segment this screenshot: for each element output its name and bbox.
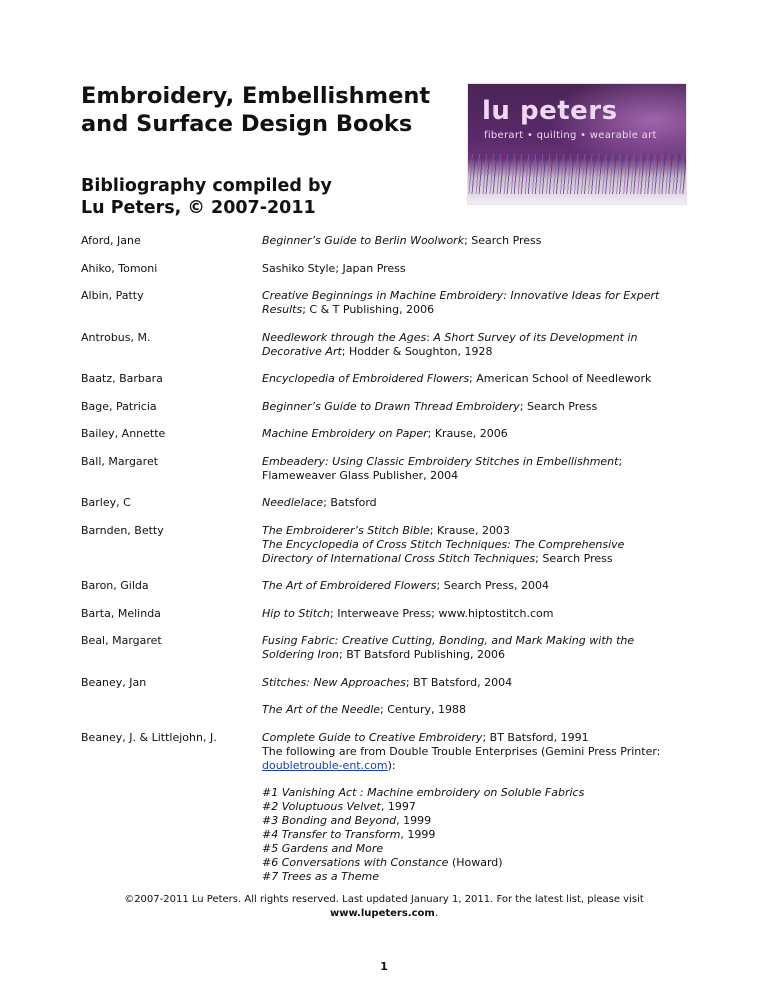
bibliography-entry xyxy=(81,607,701,621)
entry-books xyxy=(262,607,692,621)
entry-line xyxy=(262,856,692,870)
entry-line xyxy=(262,345,692,359)
entry-line xyxy=(262,731,692,745)
entry-books xyxy=(262,524,692,566)
subtitle-line: Bibliography compiled by xyxy=(81,176,332,196)
publication-info: ; Search Press xyxy=(519,399,598,413)
bibliography-entry xyxy=(81,524,701,566)
publication-info: , 1997 xyxy=(380,800,416,813)
logo-name: lu peters xyxy=(482,96,618,126)
book-title: The Art of the Needle xyxy=(262,703,381,716)
entry-books xyxy=(262,262,692,276)
lu-peters-logo-image xyxy=(467,83,687,205)
bibliography-entry xyxy=(81,289,701,317)
publication-info: Sashiko Style; Japan Press xyxy=(262,261,406,275)
book-title: Decorative Art xyxy=(262,344,342,358)
entry-author: Baatz, Barbara xyxy=(81,372,163,385)
entry-line xyxy=(262,303,692,317)
entry-line xyxy=(262,607,692,621)
entry-line xyxy=(262,842,692,856)
book-title: Stitches: New Approaches xyxy=(262,675,406,689)
entry-line xyxy=(262,703,692,717)
book-title: The Encyclopedia of Cross Stitch Techniques: The Comprehensive xyxy=(262,537,625,551)
entry-books xyxy=(262,234,692,248)
entry-books xyxy=(262,731,692,885)
book-title: Needlelace xyxy=(262,496,324,509)
entry-books xyxy=(262,372,692,386)
bibliography-entry xyxy=(81,676,701,718)
publication-info: : xyxy=(426,330,434,344)
book-title: Beginner’s Guide to Drawn Thread Embroidery xyxy=(262,399,520,413)
entry-books xyxy=(262,634,692,662)
publication-info: ; Krause, 2006 xyxy=(427,427,508,440)
publication-info: ): xyxy=(387,758,396,772)
book-title: Soldering Iron xyxy=(262,648,340,661)
entry-author: Barley, C xyxy=(81,496,131,509)
entry-spacer xyxy=(262,773,692,787)
entry-line xyxy=(262,524,692,538)
bibliography-entry xyxy=(81,400,701,414)
publication-info: ; Search Press xyxy=(535,551,613,565)
entry-line xyxy=(262,676,692,690)
publication-info: ; C & T Publishing, 2006 xyxy=(302,303,435,316)
bibliography-entry xyxy=(81,496,701,510)
entry-line xyxy=(262,234,692,248)
publication-info: ; BT Batsford, 2004 xyxy=(405,675,513,689)
title-line: Embroidery, Embellishment xyxy=(81,83,431,109)
footer-website-link[interactable]: www.lupeters.com xyxy=(329,908,435,919)
book-title: The Art of Embroidered Flowers xyxy=(262,579,437,592)
book-title: Beginner’s Guide to Berlin Woolwork xyxy=(262,234,465,247)
footer-link-line xyxy=(81,907,687,921)
entry-spacer xyxy=(262,690,692,704)
entry-line xyxy=(262,427,692,441)
publication-info: ; BT Batsford Publishing, 2006 xyxy=(339,648,505,661)
entry-line xyxy=(262,745,692,759)
book-title: #7 Trees as a Theme xyxy=(262,870,380,883)
entry-author: Antrobus, M. xyxy=(81,330,151,344)
publication-info: , 1999 xyxy=(396,814,432,827)
entry-line xyxy=(262,648,692,662)
entry-line xyxy=(262,469,692,483)
book-title: #3 Bonding and Beyond xyxy=(262,814,397,827)
publication-info: The following are from Double Trouble Enterprises (Gemini Press Printer: xyxy=(262,744,661,758)
book-title: #4 Transfer to Transform xyxy=(262,828,401,841)
book-title: #6 Conversations with Constance xyxy=(262,856,449,869)
book-title: Results xyxy=(262,303,303,316)
entry-author: Barta, Melinda xyxy=(81,606,161,620)
entry-author: Bage, Patricia xyxy=(81,399,157,413)
website-link[interactable]: doubletrouble-ent.com xyxy=(262,758,388,772)
book-title: Encyclopedia of Embroidered Flowers xyxy=(262,372,470,385)
book-title: Embeadery: Using Classic Embroidery Stitches in Embellishment xyxy=(262,454,619,468)
footer-period: . xyxy=(434,908,438,919)
bibliography-entry xyxy=(81,427,701,441)
entry-books xyxy=(262,455,692,483)
entry-line xyxy=(262,759,692,773)
entry-line xyxy=(262,800,692,814)
entry-line xyxy=(262,828,692,842)
book-title: Fusing Fabric: Creative Cutting, Bonding, and Mark Making with the xyxy=(262,634,635,647)
entry-books xyxy=(262,331,692,359)
entry-author: Beaney, Jan xyxy=(81,675,147,689)
entry-books xyxy=(262,579,692,593)
publication-info: ; Hodder & Soughton, 1928 xyxy=(341,344,493,358)
entry-line xyxy=(262,372,692,386)
book-title: A Short Survey of its Development in xyxy=(433,330,638,344)
entry-line xyxy=(262,552,692,566)
entry-line xyxy=(262,331,692,345)
bibliography-entry xyxy=(81,731,701,885)
book-title: Directory of International Cross Stitch Techniques xyxy=(262,551,536,565)
publication-info: ; Krause, 2003 xyxy=(429,523,510,537)
entry-author: Albin, Patty xyxy=(81,289,144,302)
page-number: 1 xyxy=(380,960,388,973)
bibliography-list xyxy=(81,234,701,884)
publication-info: ; American School of Needlework xyxy=(469,372,652,385)
entry-author: Barnden, Betty xyxy=(81,523,164,537)
publication-info: ; xyxy=(618,454,623,468)
publication-info: (Howard) xyxy=(448,856,503,869)
entry-author: Bailey, Annette xyxy=(81,427,166,440)
book-title: Needlework through the Ages xyxy=(262,330,427,344)
bibliography-entry xyxy=(81,455,701,483)
logo-tagline: fiberart • quilting • wearable art xyxy=(484,130,657,141)
book-title: #1 Vanishing Act : Machine embroidery on Soluble Fabrics xyxy=(262,786,585,799)
subtitle-line: Lu Peters, © 2007-2011 xyxy=(81,198,316,218)
publication-info: ; Interweave Press; www.hiptostitch.com xyxy=(330,606,554,620)
publication-info: , 1999 xyxy=(400,828,436,841)
document-subtitle xyxy=(81,175,461,219)
book-title: Complete Guide to Creative Embroidery xyxy=(262,730,483,744)
entry-line xyxy=(262,289,692,303)
book-title: Creative Beginnings in Machine Embroidery: Innovative Ideas for Expert xyxy=(262,289,660,302)
bibliography-entry xyxy=(81,372,701,386)
entry-author: Aford, Jane xyxy=(81,234,141,247)
bibliography-entry xyxy=(81,331,701,359)
bibliography-entry xyxy=(81,579,701,593)
entry-line xyxy=(262,455,692,469)
page-footer xyxy=(81,893,687,921)
entry-line xyxy=(262,870,692,884)
entry-books xyxy=(262,427,692,441)
publication-info: ; Century, 1988 xyxy=(380,703,466,716)
entry-books xyxy=(262,676,692,718)
bibliography-entry xyxy=(81,234,701,248)
publication-info: ; Batsford xyxy=(323,496,377,509)
fiber-texture xyxy=(468,154,686,194)
book-title: The Embroiderer’s Stitch Bible xyxy=(262,523,430,537)
entry-author: Ahiko, Tomoni xyxy=(81,261,158,275)
entry-line xyxy=(262,496,692,510)
publication-info: ; Search Press xyxy=(464,234,542,247)
entry-line xyxy=(262,579,692,593)
book-title: Machine Embroidery on Paper xyxy=(262,427,428,440)
book-title: #5 Gardens and More xyxy=(262,842,384,855)
entry-author: Baron, Gilda xyxy=(81,579,149,592)
entry-line xyxy=(262,262,692,276)
entry-author: Beal, Margaret xyxy=(81,634,162,647)
entry-line xyxy=(262,400,692,414)
document-title xyxy=(81,82,461,138)
footer-copyright: ©2007-2011 Lu Peters. All rights reserved. Last updated January 1, 2011. For the latest list, please visit xyxy=(124,894,644,905)
entry-books xyxy=(262,400,692,414)
entry-books xyxy=(262,289,692,317)
title-line: and Surface Design Books xyxy=(81,111,413,137)
entry-line xyxy=(262,786,692,800)
publication-info: Flameweaver Glass Publisher, 2004 xyxy=(262,468,459,482)
entry-books xyxy=(262,496,692,510)
bibliography-entry xyxy=(81,634,701,662)
entry-line xyxy=(262,814,692,828)
entry-line xyxy=(262,634,692,648)
entry-line xyxy=(262,538,692,552)
bibliography-entry xyxy=(81,262,701,276)
publication-info: ; Search Press, 2004 xyxy=(436,579,549,592)
entry-author: Ball, Margaret xyxy=(81,454,159,468)
entry-author: Beaney, J. & Littlejohn, J. xyxy=(81,730,217,744)
book-title: #2 Voluptuous Velvet xyxy=(262,800,381,813)
book-title: Hip to Stitch xyxy=(262,606,331,620)
publication-info: ; BT Batsford, 1991 xyxy=(482,730,589,744)
